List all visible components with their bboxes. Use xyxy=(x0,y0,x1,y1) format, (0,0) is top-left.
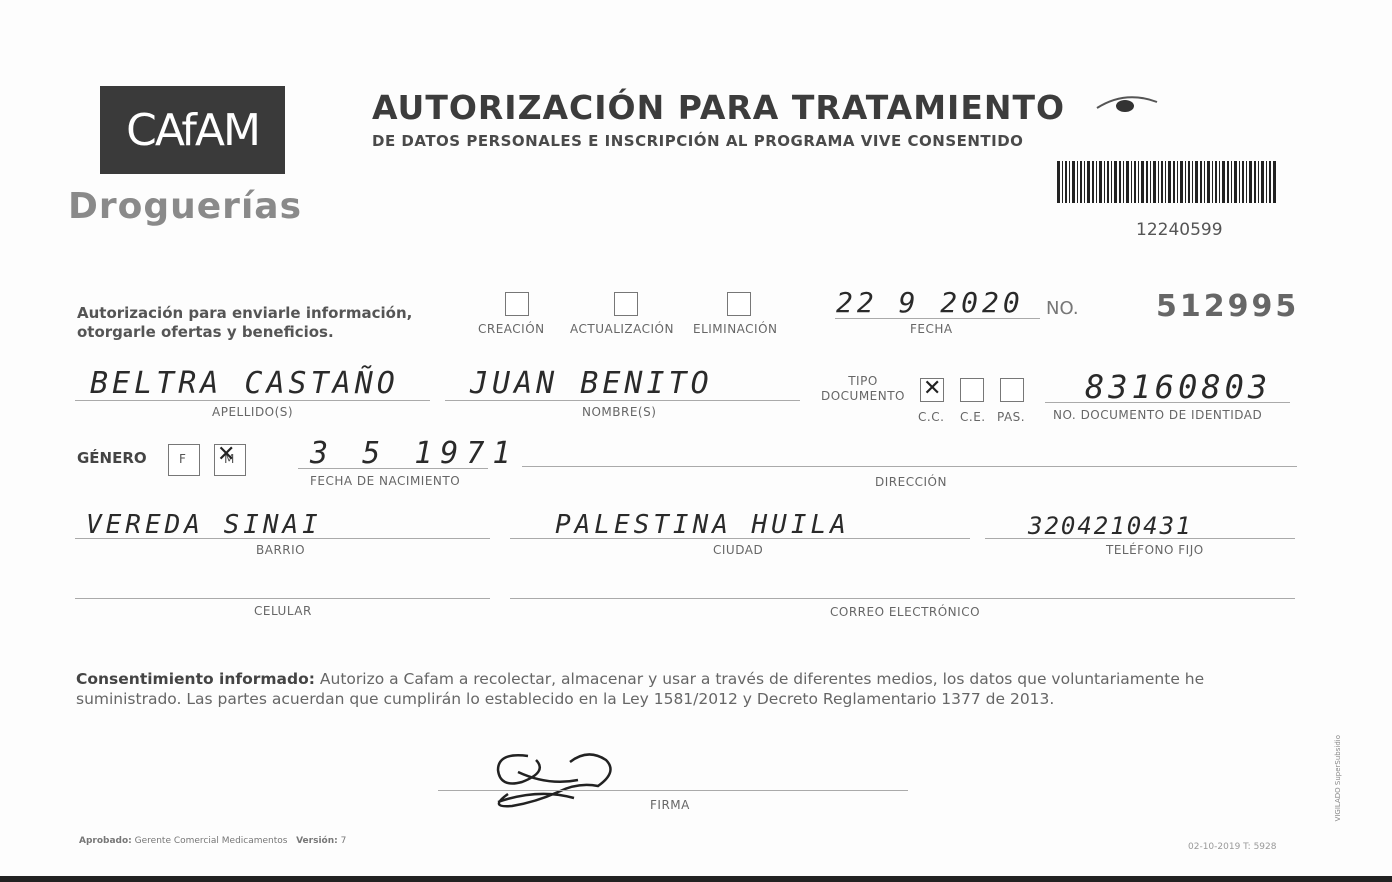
signature-drawing xyxy=(478,742,638,814)
label-cc: C.C. xyxy=(918,410,945,424)
documento-line xyxy=(1045,402,1290,403)
apellidos-line xyxy=(75,400,430,401)
label-pas: PAS. xyxy=(997,410,1026,424)
intro-text: Autorización para enviarle información, otorgarle ofertas y beneficios. xyxy=(77,304,413,341)
checkbox-cc[interactable] xyxy=(920,378,944,402)
version-value: 7 xyxy=(340,836,347,846)
apellidos-value[interactable]: BELTRA CASTAÑO xyxy=(90,366,399,401)
genero-f-box[interactable] xyxy=(168,444,200,476)
nacimiento-value[interactable]: 3 5 1971 xyxy=(310,436,519,471)
barcode-icon xyxy=(1057,161,1277,203)
footer-approval xyxy=(79,836,346,846)
firma-label: FIRMA xyxy=(650,798,690,812)
genero-m-label: M xyxy=(224,452,235,466)
direccion-label: DIRECCIÓN xyxy=(875,475,947,489)
documento-value[interactable]: 83160803 xyxy=(1085,368,1272,406)
fecha-value[interactable]: 22 9 2020 xyxy=(836,286,1024,319)
tipo-documento-label: TIPO DOCUMENTO xyxy=(820,374,906,403)
telefono-label: TELÉFONO FIJO xyxy=(1106,543,1204,557)
number-label: NO. xyxy=(1046,298,1079,319)
ciudad-label: CIUDAD xyxy=(713,543,764,557)
genero-m-box[interactable] xyxy=(214,444,246,476)
firma-line xyxy=(438,790,908,791)
ciudad-value[interactable]: PALESTINA HUILA xyxy=(555,510,850,540)
checkbox-eliminacion[interactable] xyxy=(727,292,751,316)
consent-heading: Consentimiento informado: xyxy=(76,670,315,688)
barrio-line xyxy=(75,538,490,539)
barrio-value[interactable]: VEREDA SINAI xyxy=(86,510,322,540)
checkbox-pas[interactable] xyxy=(1000,378,1024,402)
form-subtitle: DE DATOS PERSONALES E INSCRIPCIÓN AL PROGRAMA VIVE CONSENTIDO xyxy=(372,132,1024,150)
nacimiento-label: FECHA DE NACIMIENTO xyxy=(310,474,461,488)
label-ce: C.E. xyxy=(960,410,986,424)
celular-label: CELULAR xyxy=(254,604,312,618)
cafam-logo xyxy=(100,86,285,174)
barrio-label: BARRIO xyxy=(256,543,306,557)
nacimiento-line xyxy=(298,468,488,469)
supersubsidio-mark: VIGILADO SuperSubsidio xyxy=(1334,735,1342,822)
ciudad-line xyxy=(510,538,970,539)
logo-text: CAfAM xyxy=(126,104,259,156)
label-creacion: CREACIÓN xyxy=(478,322,545,336)
version-label: Versión: xyxy=(296,836,338,846)
correo-line xyxy=(510,598,1295,599)
celular-line xyxy=(75,598,490,599)
footer-date-code: 02-10-2019 T: 5928 xyxy=(1188,842,1277,852)
aprobado-label: Aprobado: xyxy=(79,836,132,846)
aprobado-value: Gerente Comercial Medicamentos xyxy=(134,836,288,846)
consent-text: Autorizo a Cafam a recolectar, almacenar y usar a través de diferentes medios, los datos que voluntariamente he suministrado. Las partes acuerdan que cumplirán lo establecido en la Ley 1581/2012 y Decreto Reglamentario 1377 de 2013. xyxy=(76,670,1205,708)
fecha-label: FECHA xyxy=(910,322,953,336)
checkbox-creacion[interactable] xyxy=(505,292,529,316)
label-actualizacion: ACTUALIZACIÓN xyxy=(570,322,674,336)
scan-edge xyxy=(0,876,1392,882)
fecha-line xyxy=(835,318,1040,319)
consent-paragraph xyxy=(76,669,1296,709)
barcode-number: 12240599 xyxy=(1136,220,1223,240)
checkbox-ce[interactable] xyxy=(960,378,984,402)
form-title: AUTORIZACIÓN PARA TRATAMIENTO xyxy=(372,88,1066,127)
genero-label: GÉNERO xyxy=(77,449,147,467)
direccion-line xyxy=(522,466,1297,467)
checkbox-actualizacion[interactable] xyxy=(614,292,638,316)
nombres-value[interactable]: JUAN BENITO xyxy=(470,366,713,401)
telefono-value[interactable]: 3204210431 xyxy=(1028,512,1193,540)
nombres-label: NOMBRE(S) xyxy=(582,405,657,419)
documento-label: NO. DOCUMENTO DE IDENTIDAD xyxy=(1053,408,1263,422)
apellidos-label: APELLIDO(S) xyxy=(212,405,294,419)
nombres-line xyxy=(445,400,800,401)
form-number: 512995 xyxy=(1156,289,1300,324)
logo-subtitle: Droguerías xyxy=(68,186,302,227)
genero-f-label: F xyxy=(179,452,186,466)
label-eliminacion: ELIMINACIÓN xyxy=(693,322,778,336)
eye-logo-icon xyxy=(1095,92,1159,120)
correo-label: CORREO ELECTRÓNICO xyxy=(830,605,981,619)
telefono-line xyxy=(985,538,1295,539)
